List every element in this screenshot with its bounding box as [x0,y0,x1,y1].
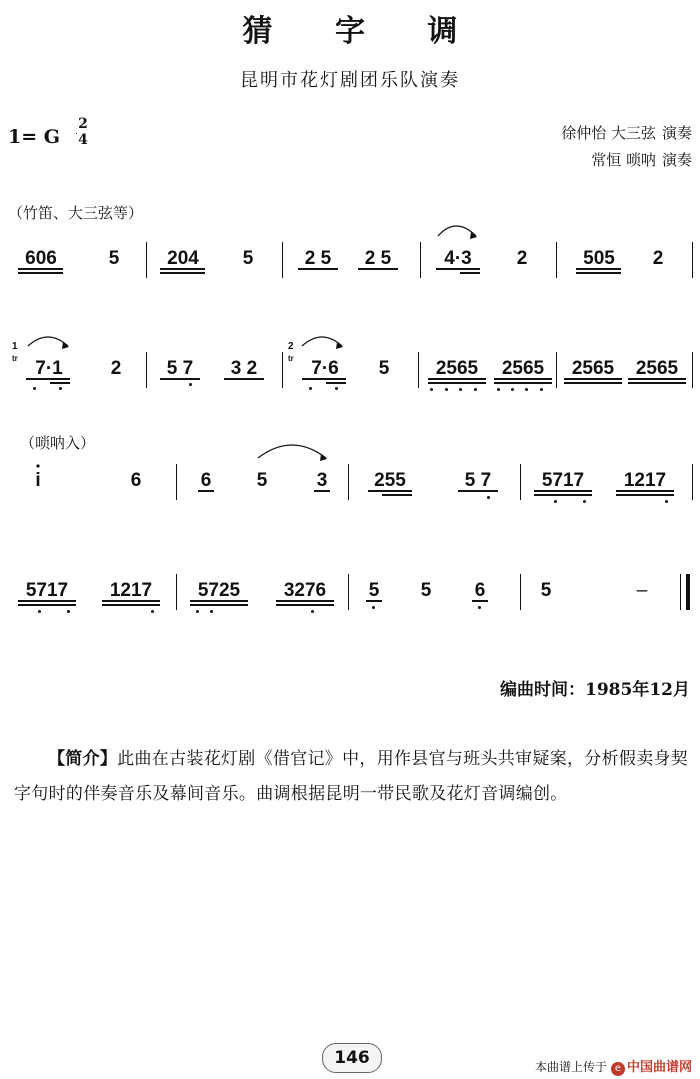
page-subtitle: 昆明市花灯剧团乐队演奏 [240,70,460,91]
performer-line-2 [585,149,692,170]
high-octave-dot [36,464,39,467]
note: 2 [516,248,528,269]
note-group: 5725 [197,580,241,601]
underline [382,494,412,496]
footer-credit [535,1056,692,1076]
note: 2 [110,358,122,379]
underline [368,490,412,492]
underline [534,494,592,496]
barline [692,464,693,500]
note-group: 1217 [623,470,667,491]
low-octave-dot [67,610,70,613]
underline [628,378,686,380]
performer-role-2: 演奏 [661,151,692,169]
note: 6 [474,580,486,601]
underline [428,378,486,380]
note: 3 [316,470,328,491]
slur-arrow [470,232,477,239]
low-octave-dot [430,388,433,391]
low-octave-dot [59,387,62,390]
low-octave-dot [372,606,375,609]
underline [224,378,264,380]
barline [282,352,283,388]
note-group: 7·1 [35,358,63,379]
barline [348,574,349,610]
note-group: 255 [374,470,406,491]
low-octave-dot [511,388,514,391]
note-group: 3 2 [230,358,258,379]
low-octave-dot [474,388,477,391]
note-group: 2565 [435,358,479,379]
underline [494,382,552,384]
underline [190,604,248,606]
barline [176,464,177,500]
low-octave-dot [478,606,481,609]
performer-role-1: 演奏 [661,124,692,142]
underline [576,272,621,274]
instrument-note-1: （竹笛、大三弦等） [8,204,144,222]
note-group: 2 5 [364,248,392,269]
note-group: 5717 [25,580,69,601]
intro-label: 【简介】 [48,749,118,769]
barline [282,242,283,278]
note-group: 5 7 [166,358,194,379]
time-signature-top: 2 [78,116,88,132]
low-octave-dot [33,387,36,390]
note: 6 [130,470,142,491]
low-octave-dot [525,388,528,391]
underline [190,600,248,602]
note: 5 [368,580,380,601]
underline [314,490,330,492]
low-octave-dot [487,496,490,499]
underline [302,378,346,380]
grace-mark: tr [288,354,294,363]
footer-text: 本曲谱上传于 [534,1060,607,1074]
low-octave-dot [196,610,199,613]
low-octave-dot [210,610,213,613]
barline [556,242,557,278]
barline [420,242,421,278]
underline [50,382,70,384]
note: i [35,470,41,491]
underline [298,268,338,270]
performer-line-1 [555,122,692,143]
note-group: 5717 [541,470,585,491]
barline [692,242,693,278]
low-octave-dot [445,388,448,391]
underline [102,600,160,602]
note-group: 7·6 [311,358,339,379]
footer-site-name: 中国曲谱网 [626,1060,692,1075]
final-barline-thin [680,574,681,610]
note-group: 204 [167,248,199,269]
page-title: 猜 字 调 [242,14,484,49]
instrument-note-2: （唢呐入） [20,434,96,452]
underline [18,268,63,270]
low-octave-dot [335,387,338,390]
underline [564,378,622,380]
barline [146,352,147,388]
note-group: 2565 [501,358,545,379]
underline [458,490,498,492]
underline [460,272,480,274]
note: 6 [200,470,212,491]
performer-names-2: 常恒 唢呐 [591,151,656,169]
barline [520,574,521,610]
note-group: 2 5 [304,248,332,269]
barline [146,242,147,278]
note-group: 2565 [635,358,679,379]
low-octave-dot [38,610,41,613]
underline [160,268,205,270]
intro-text: 此曲在古装花灯剧《借官记》中，用作县官与班头共审疑案，分析假卖身契字句时的伴奏音乐及幕间音乐。曲调根据昆明一带民歌及花灯音调编创。 [14,749,689,804]
intro-paragraph [14,742,690,812]
key-signature: 1= G [8,126,60,148]
underline [102,604,160,606]
slur [258,445,326,458]
low-octave-dot [554,500,557,503]
underline [326,382,346,384]
underline [564,382,622,384]
underline [358,268,398,270]
note: 5 [378,358,390,379]
grace-mark: tr [12,354,18,363]
note-group: 3276 [283,580,327,601]
time-signature-divider [76,133,77,134]
underline [18,600,76,602]
low-octave-dot [311,610,314,613]
note-group: 2565 [571,358,615,379]
time-signature-bottom: 4 [78,132,88,148]
performer-names-1: 徐仲怡 大三弦 [561,124,656,142]
arrangement-time: 编曲时间：1985年12月 [500,680,690,700]
extension-dash: – [636,580,648,601]
underline [616,494,674,496]
underline [436,268,480,270]
underline [18,604,76,606]
low-octave-dot [665,500,668,503]
underline [160,272,205,274]
low-octave-dot [309,387,312,390]
underline [198,490,214,492]
note: 5 [420,580,432,601]
slur [302,337,342,346]
note: 5 [108,248,120,269]
low-octave-dot [583,500,586,503]
underline [26,378,70,380]
barline [520,464,521,500]
page-number: 146 [322,1043,382,1073]
barline [348,464,349,500]
slur [438,226,476,236]
underline [18,272,63,274]
barline [692,352,693,388]
underline [366,600,382,602]
slur-arrow [336,342,343,349]
grace-note: 2 [288,341,294,352]
low-octave-dot [189,383,192,386]
underline [276,604,334,606]
underline [628,382,686,384]
low-octave-dot [540,388,543,391]
underline [472,600,488,602]
note-group: 505 [583,248,615,269]
grace-note: 1 [12,341,18,352]
slur-arrow [320,454,327,461]
low-octave-dot [497,388,500,391]
note-group: 5 7 [464,470,492,491]
note-group: 606 [25,248,57,269]
low-octave-dot [151,610,154,613]
barline [176,574,177,610]
underline [276,600,334,602]
underline [534,490,592,492]
underline [428,382,486,384]
barline [418,352,419,388]
underline [160,378,200,380]
low-octave-dot [459,388,462,391]
note: 5 [256,470,268,491]
slur [28,337,68,346]
underline [494,378,552,380]
slur-arrow [62,342,69,349]
note: 5 [540,580,552,601]
note-group: 4·3 [444,248,472,269]
underline [576,268,621,270]
note: 5 [242,248,254,269]
final-barline-thick [686,574,690,610]
note-group: 1217 [109,580,153,601]
barline [556,352,557,388]
time-signature [76,116,90,148]
note: 2 [652,248,664,269]
site-logo-icon: e [611,1062,625,1076]
underline [616,490,674,492]
